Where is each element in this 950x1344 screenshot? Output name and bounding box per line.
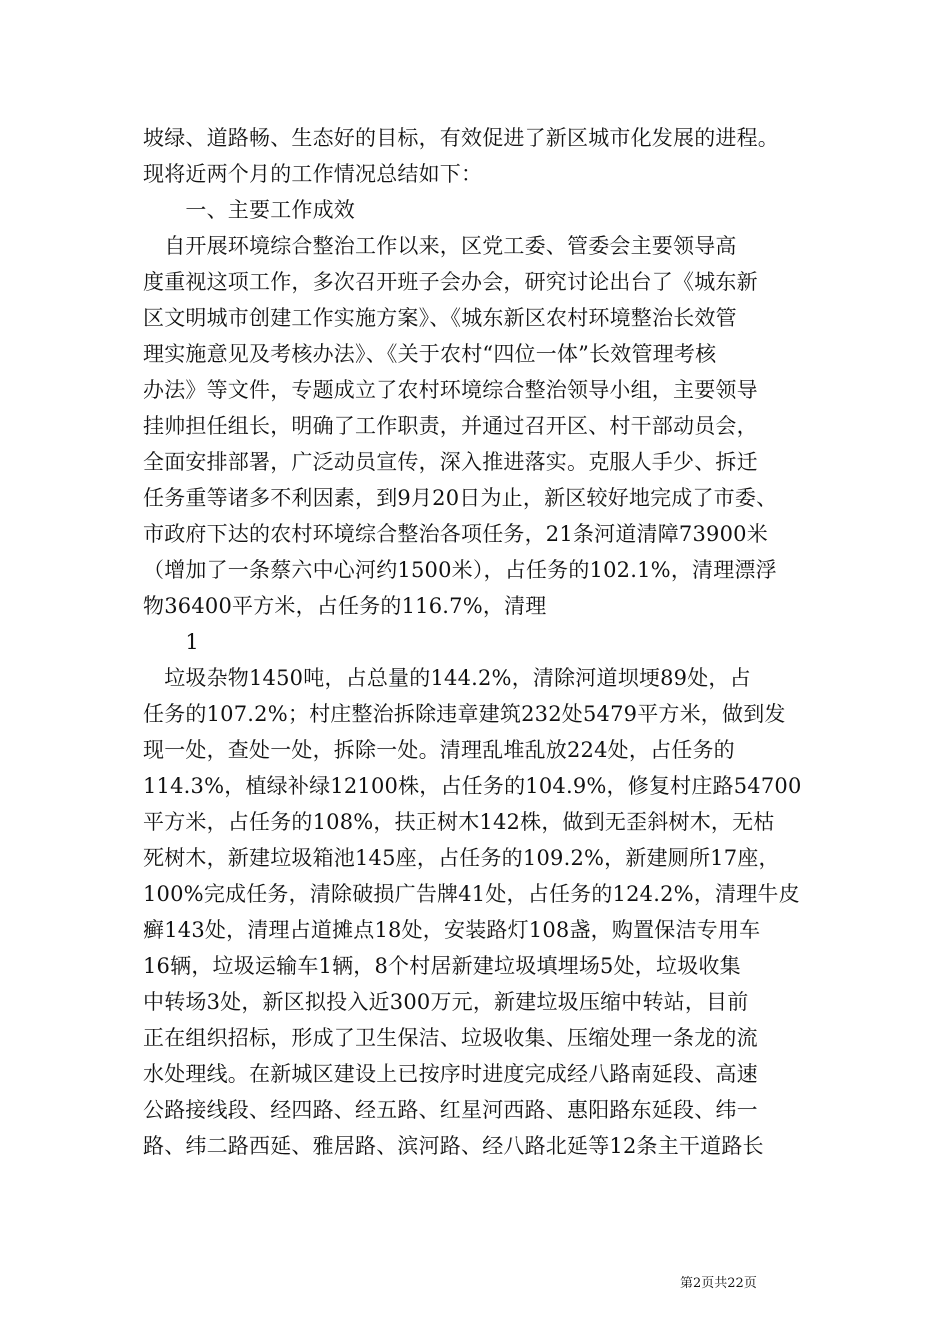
- text-line: 公路接线段、经四路、经五路、红星河西路、惠阳路东延段、纬一: [143, 1098, 758, 1122]
- text-line: 度重视这项工作，多次召开班子会办会，研究讨论出台了《城东新: [143, 270, 758, 294]
- text-line: 平方米，占任务的108%，扶正树木142株，做到无歪斜树木，无枯: [143, 810, 775, 834]
- page-footer: 第2页共22页: [680, 1276, 757, 1291]
- text-line: 中转场3处，新区拟投入近300万元，新建垃圾压缩中转站，目前: [143, 990, 749, 1014]
- text-line: 水处理线。在新城区建设上已按序时进度完成经八路南延段、高速: [143, 1062, 758, 1086]
- text-line: 现一处，查处一处，拆除一处。清理乱堆乱放224处，占任务的: [143, 738, 735, 762]
- text-line: 理实施意见及考核办法》、《关于农村“四位一体”长效管理考核: [143, 342, 717, 366]
- text-line: 16辆，垃圾运输车1辆，8个村居新建垃圾填埋场5处，垃圾收集: [143, 954, 741, 978]
- text-line: 114.3%，植绿补绿12100株，占任务的104.9%，修复村庄路54700: [143, 774, 802, 798]
- text-line: 物36400平方米，占任务的116.7%，清理: [143, 594, 547, 618]
- inline-page-number: 1: [143, 630, 199, 654]
- text-line: 区文明城市创建工作实施方案》、《城东新区农村环境整治长效管: [143, 306, 737, 330]
- text-line: 路、纬二路西延、雅居路、滨河路、经八路北延等12条主干道路长: [143, 1134, 764, 1158]
- text-line: 坡绿、道路畅、生态好的目标，有效促进了新区城市化发展的进程。: [143, 126, 779, 150]
- text-line: 癣143处，清理占道摊点18处，安装路灯108盏，购置保洁专用车: [143, 918, 761, 942]
- text-line: 正在组织招标，形成了卫生保洁、垃圾收集、压缩处理一条龙的流: [143, 1026, 758, 1050]
- text-line: 垃圾杂物1450吨，占总量的144.2%，清除河道坝埂89处，占: [143, 666, 751, 690]
- text-line: 挂帅担任组长，明确了工作职责，并通过召开区、村干部动员会，: [143, 414, 758, 438]
- text-line: 全面安排部署，广泛动员宣传，深入推进落实。克服人手少、拆迁: [143, 450, 758, 474]
- text-line: 自开展环境综合整治工作以来，区党工委、管委会主要领导高: [143, 234, 737, 258]
- text-line: 死树木，新建垃圾箱池145座，占任务的109.2%，新建厕所17座，: [143, 846, 780, 870]
- text-line: 现将近两个月的工作情况总结如下：: [143, 162, 483, 186]
- section-heading: 一、主要工作成效: [143, 198, 355, 222]
- text-line: 任务的107.2%；村庄整治拆除违章建筑232处5479平方米，做到发: [143, 702, 786, 726]
- text-line: 100%完成任务，清除破损广告牌41处，占任务的124.2%，清理牛皮: [143, 882, 800, 906]
- text-line: 办法》等文件，专题成立了农村环境综合整治领导小组，主要领导: [143, 378, 758, 402]
- text-line: （增加了一条蔡六中心河约1500米），占任务的102.1%，清理漂浮: [143, 558, 777, 582]
- text-line: 任务重等诸多不利因素，到9月20日为止，新区较好地完成了市委、: [143, 486, 778, 510]
- text-line: 市政府下达的农村环境综合整治各项任务，21条河道清障73900米: [143, 522, 768, 546]
